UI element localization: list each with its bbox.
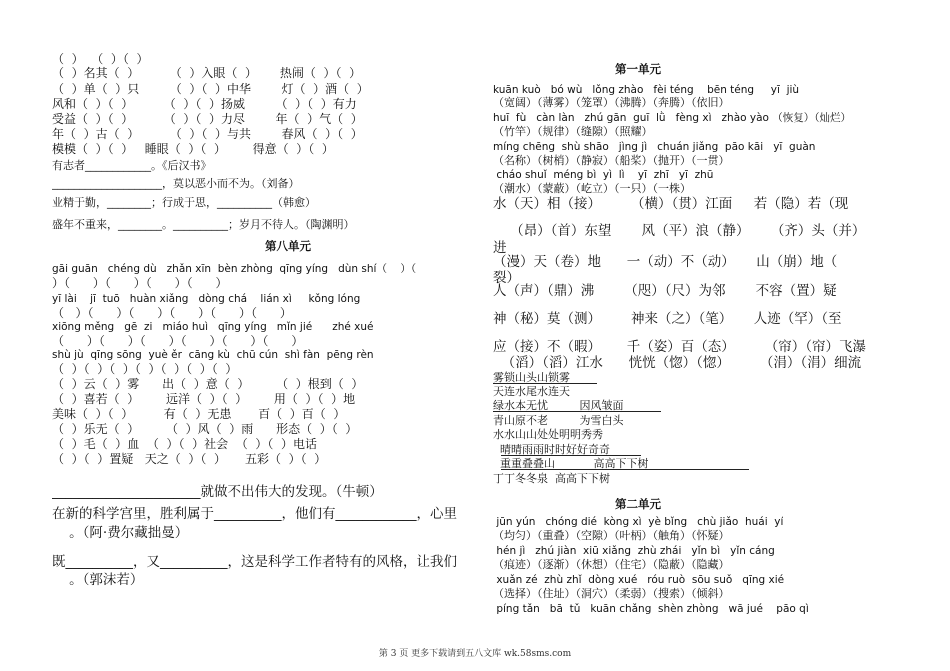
quote-line: 。（阿·费尔藏拙曼） — [52, 525, 189, 541]
pinyin-line: xiōng měng gē zi miáo huì qīng yíng mǐn jié zhé xué — [52, 321, 374, 333]
text-line: （ ）名其（ ） （ ）入眼（ ） 热闹（ ）（ ） — [52, 66, 362, 80]
text-line: 年（ ）古（ ） （ ）（ ）与共 春风（ ）（ ） — [52, 127, 363, 141]
quote-line: 业精于勤，________；行成于思，__________（韩愈） — [52, 196, 316, 209]
idiom-line: 水（天）相（接） （横）（贯）江面 若（隐）若（现 — [493, 196, 849, 212]
text-line: （痕迹）（逐渐）（休想）（住宅）（隐蔽）（隐藏） — [493, 558, 730, 571]
text-line: ）（ ）（ ）（ ）（ ） — [52, 276, 228, 290]
unit8-title: 第八单元 — [265, 239, 311, 253]
quote-line: 在新的科学宫里，胜利属于__________，他们有____________，心里 — [52, 506, 457, 522]
unit1-title: 第一单元 — [615, 62, 661, 76]
pinyin-line: xuǎn zé zhù zhǐ dòng xué róu ruò sōu suǒ qīng xié — [493, 574, 785, 586]
text-line: （ ）单（ ）只 （ ）（ ）中华 灯（ ）酒（ ） — [52, 82, 369, 96]
idiom-line: 神（秘）莫（测） 神来（之）（笔） 人迹（罕）（至 — [493, 311, 842, 327]
text-line: （名称）（树梢）（静寂）（船桨）（抛开）（一贯） — [493, 154, 730, 167]
pinyin-line: yī lài jī tuō huàn xiǎng dòng chá lián xì kǒng lóng — [52, 293, 361, 305]
text-line: 模模（ ）（ ） 睡眼（ ）（ ） 得意（ ）（ ） — [52, 142, 334, 156]
quote-line: 既__________，又__________，这是科学工作者特有的风格，让我们 — [52, 554, 457, 570]
idiom-line: （漫）天（卷）地 一（动）不（动） 山（崩）地（ — [493, 254, 838, 270]
text-line: 风和（ ）（ ） （ ）（ ）扬威 （ ）（ ）有力 — [52, 97, 357, 111]
pinyin-line: kuān kuò bó wù lǒng zhào fèi téng bēn téng yī jiù — [493, 84, 800, 96]
underline — [501, 469, 749, 470]
pinyin-line: míng chēng shù shāo jìng jì chuán jiǎng pāo kāi yī guàn — [493, 141, 816, 153]
pinyin-line: shù jù qīng sōng yuè ěr cāng kù chū cún shì fàn pēng rèn — [52, 349, 374, 361]
text-line: （宽阔）（薄雾）（笼罩）（沸腾）（奔腾）（依旧） — [493, 96, 730, 109]
text-line: （均匀）（重叠）（空隙）（叶柄）（触角）（怀疑） — [493, 529, 730, 542]
text-line: （ ）（ ）（ ）（ ）（ ）（ ） — [52, 306, 292, 320]
pinyin-line: píng tǎn bā tǔ kuān chǎng shèn zhòng wā jué pāo qì — [493, 603, 809, 615]
text-line: （ ）喜若（ ） 远洋（ ）（ ） 用（ ）（ ）地 — [52, 392, 356, 406]
couplet-line: 丁丁冬冬泉 高高下下树 — [493, 472, 610, 485]
page-footer: 第 3 页 更多下载请到五八文库 wk.58sms.com — [378, 649, 572, 659]
quote-line: 盛年不重来，________。__________；岁月不待人。（陶渊明） — [52, 218, 355, 231]
underline — [493, 411, 661, 412]
underline — [493, 383, 597, 384]
quote-line: ______________________就做不出伟大的发现。（牛顿） — [52, 484, 383, 500]
text-line: （ ）乐无（ ） （ ）风（ ）雨 形态（ ）（ ） — [52, 422, 358, 436]
pinyin-line: huī fù càn làn zhú gān guī lǜ fèng xì zhào yào （恢复）（灿烂） — [493, 112, 852, 124]
couplet-line: 水水山山处处明明秀秀 — [493, 428, 603, 441]
pinyin-line: gāi guān chéng dù zhǎn xīn bèn zhòng qīng yíng dùn shí（ ）（ — [52, 263, 417, 275]
idiom-line: （昂）（首）东望 风（平）浪（静） （齐）头（并） — [493, 223, 866, 239]
couplet-line: 青山原不老 为雪白头 — [493, 414, 624, 427]
text-line: （潮水）（蒙蔽）（屹立）（一只）（一株） — [493, 182, 691, 195]
quote-line: 。（郭沫若） — [52, 572, 144, 588]
pinyin-line: hén jì zhú jiàn xiū xiǎng zhù zhái yǐn bì yǐn cáng — [493, 545, 775, 557]
couplet-line: 重重叠叠山 高高下下树 — [493, 457, 649, 470]
underline — [501, 455, 641, 456]
text-line: 美味（ ）（ ） 有（ ）无患 百（ ）百（ ） — [52, 407, 346, 421]
text-line: （ ）（ ）（ ）（ ）（ ）（ ）（ ） — [52, 362, 238, 376]
text-line: （ ）（ ）置疑 天之（ ）（ ） 五彩（ ）（ ） — [52, 452, 327, 466]
text-line: （ ） （ ）（ ） — [52, 52, 149, 66]
couplet-line: 雾锁山头山锁雾 — [493, 371, 570, 384]
couplet-line: 绿水本无忧 因风皱面 — [493, 399, 624, 412]
text-line: （选择）（住址）（洞穴）（柔弱）（搜索）（倾斜） — [493, 587, 730, 600]
pinyin-line: cháo shuǐ méng bì yì lì yī zhī yī zhū — [493, 169, 714, 181]
idiom-line: 人（声）（鼎）沸 （咫）（尺）为邻 不容（置）疑 — [493, 283, 837, 299]
text-line: （ ）（ ）（ ）（ ）（ ）（ ） — [52, 334, 304, 348]
text-line: 受益（ ）（ ） （ ）（ ）力尽 年（ ）气（ ） — [52, 112, 363, 126]
text-line: （ ）云（ ）雾 出（ ）意（ ） （ ）根到（ ） — [52, 377, 364, 391]
idiom-line: 应（接）不（暇） 千（姿）百（态） （帘）（帘）飞瀑 — [493, 339, 867, 355]
idiom-line: 进 — [493, 240, 507, 256]
quote-line: ____________________，莫以恶小而不为。（刘备） — [52, 177, 300, 190]
idiom-line: 裂） — [493, 270, 520, 286]
couplet-line: 天连水尾水连天 — [493, 385, 570, 398]
quote-line: 有志者____________。《后汉书》 — [52, 159, 212, 172]
unit2-title: 第二单元 — [615, 497, 661, 511]
text-line: （ ）毛（ ）血 （ ）（ ）社会 （ ）（ ）电话 — [52, 437, 318, 451]
couplet-line: 晴晴雨雨时时好好奇奇 — [493, 443, 610, 456]
idiom-line: （滔）（滔）江水 恍恍（惚）（惚） （涓）（涓）细流 — [493, 355, 862, 371]
text-line: （竹竿）（规律）（缝隙）（照耀） — [493, 125, 653, 138]
pinyin-line: jūn yún chóng dié kòng xì yè bǐng chù jiǎo huái yí — [493, 516, 784, 528]
